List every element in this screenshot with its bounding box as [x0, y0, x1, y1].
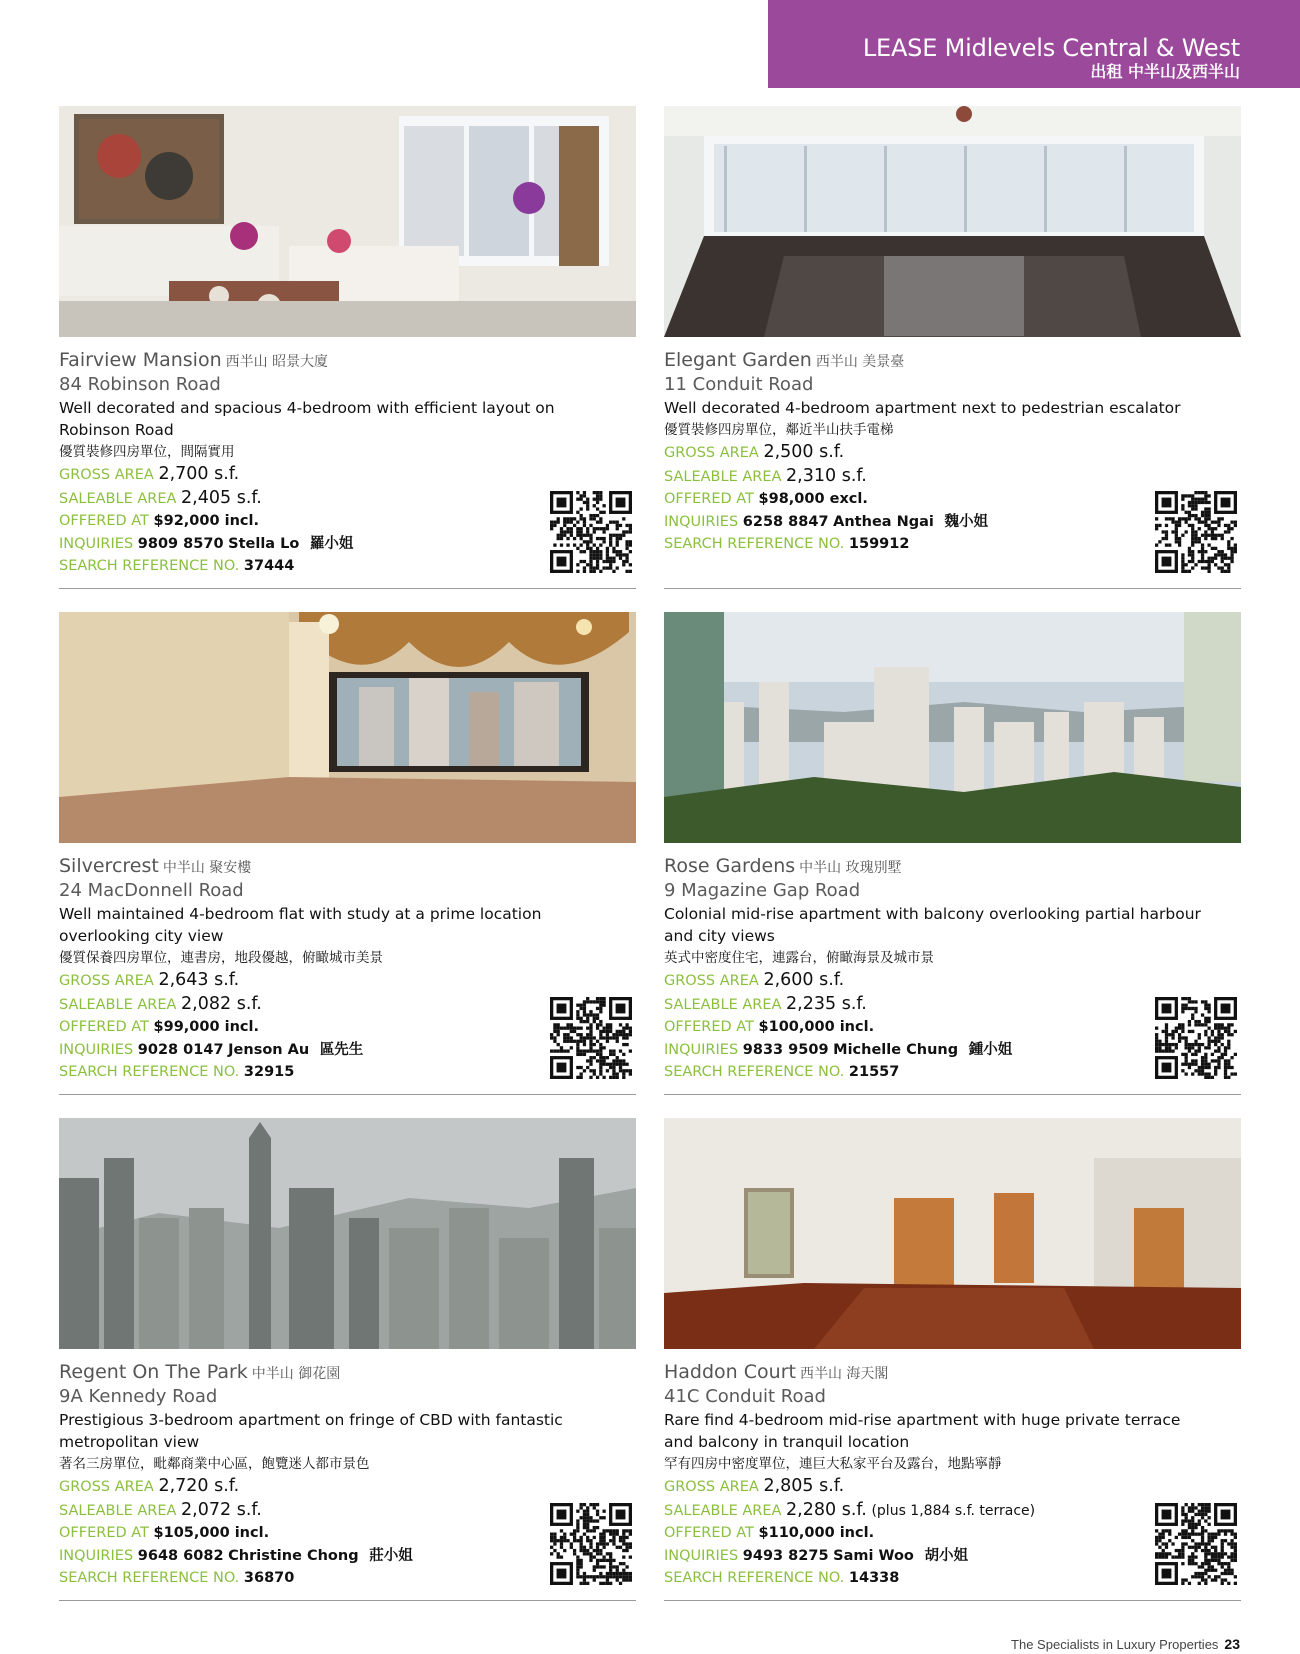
inquiries-phone[interactable]: 9809 8570 [137, 535, 224, 552]
listing-name[interactable]: Regent On The Park [59, 1361, 248, 1383]
inquiries-label: INQUIRIES [59, 1041, 138, 1058]
gross-area-row [59, 463, 636, 487]
offered-label: OFFERED AT [664, 491, 759, 508]
card-divider [59, 1094, 636, 1095]
section-title: LEASE Midlevels Central & West [862, 34, 1240, 62]
gross-area-value: 2,700 s.f. [158, 464, 240, 484]
listing-address: 11 Conduit Road [664, 374, 814, 395]
listing-card[interactable] [664, 106, 1241, 599]
qr-code-icon[interactable] [550, 997, 632, 1079]
saleable-area-value: 2,405 s.f. [181, 487, 262, 508]
listing-title[interactable] [59, 854, 636, 880]
listing-description: Well decorated and spacious 4-bedroom with efficient layout on Robinson Road [59, 399, 555, 439]
offered-label: OFFERED AT [664, 1019, 759, 1036]
saleable-area-value: 2,310 s.f. [786, 465, 867, 486]
living-room-photo[interactable] [59, 106, 636, 337]
inquiries-label: INQUIRIES [664, 513, 743, 530]
agent-name: Anthea Ngai [833, 513, 934, 530]
listing-name-zh: 西半山 昭景大廈 [225, 354, 329, 370]
listing-description: Rare find 4-bedroom mid-rise apartment with huge private terrace and balcony in tranquil location [664, 1411, 1181, 1451]
gross-area-label: GROSS AREA [664, 1479, 764, 1495]
saleable-area-value: 2,235 s.f. [786, 993, 867, 1014]
listing-card[interactable] [59, 1118, 636, 1611]
listing-name-zh: 西半山 海天閣 [799, 1366, 889, 1382]
listing-description-zh: 優質裝修四房單位，間隔實用 [59, 444, 235, 460]
agent-name-zh: 羅小姐 [309, 535, 354, 552]
offered-label: OFFERED AT [59, 513, 154, 530]
offered-price: $100,000 incl. [758, 1019, 875, 1036]
gross-area-label: GROSS AREA [664, 973, 764, 989]
qr-code-icon[interactable] [1155, 1503, 1237, 1585]
reference-label: SEARCH REFERENCE NO. [664, 1570, 849, 1587]
agent-name-zh: 莊小姐 [369, 1547, 413, 1564]
saleable-area-note: (plus 1,884 s.f. terrace) [871, 1502, 1036, 1519]
page-footer [1011, 1636, 1240, 1652]
saleable-area-label: SALEABLE AREA [59, 1502, 182, 1519]
listing-title[interactable] [59, 1360, 636, 1386]
listing-name[interactable]: Fairview Mansion [59, 349, 222, 371]
listing-name-zh: 中半山 聚安樓 [162, 860, 252, 876]
gross-area-row [59, 969, 636, 993]
saleable-area-label: SALEABLE AREA [664, 996, 787, 1013]
offered-label: OFFERED AT [59, 1525, 154, 1542]
skyline-photo[interactable] [59, 1118, 636, 1349]
listing-description: Colonial mid-rise apartment with balcony overlooking partial harbour and city views [664, 905, 1201, 945]
listing-name-zh: 西半山 美景臺 [815, 354, 905, 370]
inquiries-phone[interactable]: 9493 8275 [742, 1547, 829, 1564]
inquiries-phone[interactable]: 6258 8847 [742, 513, 829, 530]
offered-price: $98,000 excl. [758, 491, 868, 508]
qr-code-icon[interactable] [1155, 491, 1237, 573]
gross-area-row [664, 1475, 1241, 1499]
gross-area-label: GROSS AREA [59, 467, 159, 483]
offered-price: $105,000 incl. [153, 1525, 270, 1542]
footer-tagline: The Specialists in Luxury Properties [1011, 1637, 1219, 1652]
agent-name: Michelle Chung [833, 1041, 959, 1058]
agent-name-zh: 胡小姐 [924, 1547, 969, 1564]
agent-name-zh: 鍾小姐 [968, 1041, 1013, 1058]
listing-address: 41C Conduit Road [664, 1386, 826, 1407]
saleable-area-value: 2,280 s.f. [786, 1499, 867, 1520]
gross-area-row [664, 441, 1241, 465]
gross-area-value: 2,600 s.f. [763, 970, 845, 990]
gross-area-label: GROSS AREA [59, 973, 159, 989]
saleable-area-label: SALEABLE AREA [664, 1502, 787, 1519]
listing-address: 9 Magazine Gap Road [664, 880, 861, 901]
reference-number: 37444 [243, 558, 295, 575]
reference-label: SEARCH REFERENCE NO. [59, 1570, 244, 1587]
listing-address: 9A Kennedy Road [59, 1386, 218, 1407]
inquiries-phone[interactable]: 9028 0147 [137, 1041, 224, 1058]
offered-price: $99,000 incl. [153, 1019, 259, 1036]
offered-price: $92,000 incl. [153, 513, 259, 530]
offered-price: $110,000 incl. [758, 1525, 875, 1542]
card-divider [664, 1600, 1241, 1601]
empty-living-room-photo[interactable] [664, 106, 1241, 337]
saleable-area-row [664, 465, 1241, 489]
reference-label: SEARCH REFERENCE NO. [664, 536, 849, 553]
room-window-photo[interactable] [59, 612, 636, 843]
saleable-area-label: SALEABLE AREA [664, 468, 787, 485]
reference-label: SEARCH REFERENCE NO. [59, 558, 244, 575]
reference-number: 21557 [848, 1064, 900, 1081]
reference-number: 36870 [243, 1570, 295, 1587]
saleable-area-value: 2,072 s.f. [181, 1499, 262, 1520]
reference-label: SEARCH REFERENCE NO. [664, 1064, 849, 1081]
inquiries-phone[interactable]: 9833 9509 [742, 1041, 829, 1058]
reference-number: 14338 [848, 1570, 900, 1587]
agent-name-zh: 區先生 [319, 1041, 364, 1058]
inquiries-label: INQUIRIES [59, 1547, 138, 1564]
gross-area-label: GROSS AREA [664, 445, 764, 461]
hallway-photo[interactable] [664, 1118, 1241, 1349]
listing-description: Prestigious 3-bedroom apartment on fringe of CBD with fantastic metropolitan view [59, 1411, 563, 1451]
agent-name: Christine Chong [228, 1547, 359, 1564]
listing-name[interactable]: Rose Gardens [664, 855, 796, 877]
saleable-area-label: SALEABLE AREA [59, 490, 182, 507]
listing-description: Well decorated 4-bedroom apartment next to pedestrian escalator [664, 399, 1181, 417]
gross-area-label: GROSS AREA [59, 1479, 159, 1495]
qr-code-icon[interactable] [550, 491, 632, 573]
agent-name: Sami Woo [833, 1547, 914, 1564]
gross-area-value: 2,720 s.f. [158, 1476, 240, 1496]
listing-card[interactable] [664, 612, 1241, 1105]
card-divider [59, 1600, 636, 1601]
listing-description-zh: 罕有四房中密度單位，連巨大私家平台及露台，地點寧靜 [664, 1456, 1002, 1472]
page-number: 23 [1224, 1636, 1240, 1652]
listing-address: 24 MacDonnell Road [59, 880, 244, 901]
listing-title[interactable] [59, 348, 636, 374]
card-divider [59, 588, 636, 589]
listing-title[interactable] [664, 854, 1241, 880]
inquiries-label: INQUIRIES [664, 1041, 743, 1058]
listing-card[interactable] [664, 1118, 1241, 1611]
gross-area-value: 2,805 s.f. [763, 1476, 845, 1496]
reference-number: 159912 [848, 536, 910, 553]
listing-title[interactable] [664, 348, 1241, 374]
gross-area-value: 2,643 s.f. [158, 970, 240, 990]
listing-description-zh: 著名三房單位，毗鄰商業中心區，飽覽迷人都市景色 [59, 1456, 370, 1472]
agent-name-zh: 魏小姐 [944, 513, 988, 530]
gross-area-row [59, 1475, 636, 1499]
gross-area-row [664, 969, 1241, 993]
listing-description-zh: 優質保養四房單位，連書房，地段優越，俯瞰城市美景 [59, 950, 383, 966]
section-title-zh: 出租 中半山及西半山 [1090, 62, 1240, 81]
listing-name[interactable]: Elegant Garden [664, 349, 812, 371]
gross-area-value: 2,500 s.f. [763, 442, 845, 462]
listing-name-zh: 中半山 御花園 [251, 1366, 341, 1382]
listing-name-zh: 中半山 玫瑰別墅 [799, 860, 902, 876]
inquiries-label: INQUIRIES [59, 535, 138, 552]
listing-address: 84 Robinson Road [59, 374, 221, 395]
listing-name[interactable]: Haddon Court [664, 1361, 796, 1383]
listing-card[interactable] [59, 106, 636, 599]
listing-description-zh: 英式中密度住宅，連露台，俯瞰海景及城市景 [664, 950, 934, 966]
inquiries-label: INQUIRIES [664, 1547, 743, 1564]
qr-code-icon[interactable] [1155, 997, 1237, 1079]
saleable-area-value: 2,082 s.f. [181, 993, 262, 1014]
city-view-photo[interactable] [664, 612, 1241, 843]
listing-title[interactable] [664, 1360, 1241, 1386]
reference-label: SEARCH REFERENCE NO. [59, 1064, 244, 1081]
offered-label: OFFERED AT [664, 1525, 759, 1542]
agent-name: Jenson Au [228, 1041, 310, 1058]
reference-number: 32915 [243, 1064, 295, 1081]
card-divider [664, 588, 1241, 589]
offered-label: OFFERED AT [59, 1019, 154, 1036]
listing-description: Well maintained 4-bedroom flat with study at a prime location overlooking city view [59, 905, 542, 945]
listing-card[interactable] [59, 612, 636, 1105]
card-divider [664, 1094, 1241, 1095]
inquiries-phone[interactable]: 9648 6082 [137, 1547, 224, 1564]
listing-description-zh: 優質裝修四房單位，鄰近半山扶手電梯 [664, 422, 894, 438]
qr-code-icon[interactable] [550, 1503, 632, 1585]
section-header [768, 0, 1300, 88]
saleable-area-label: SALEABLE AREA [59, 996, 182, 1013]
listing-name[interactable]: Silvercrest [59, 855, 159, 877]
agent-name: Stella Lo [228, 535, 300, 552]
